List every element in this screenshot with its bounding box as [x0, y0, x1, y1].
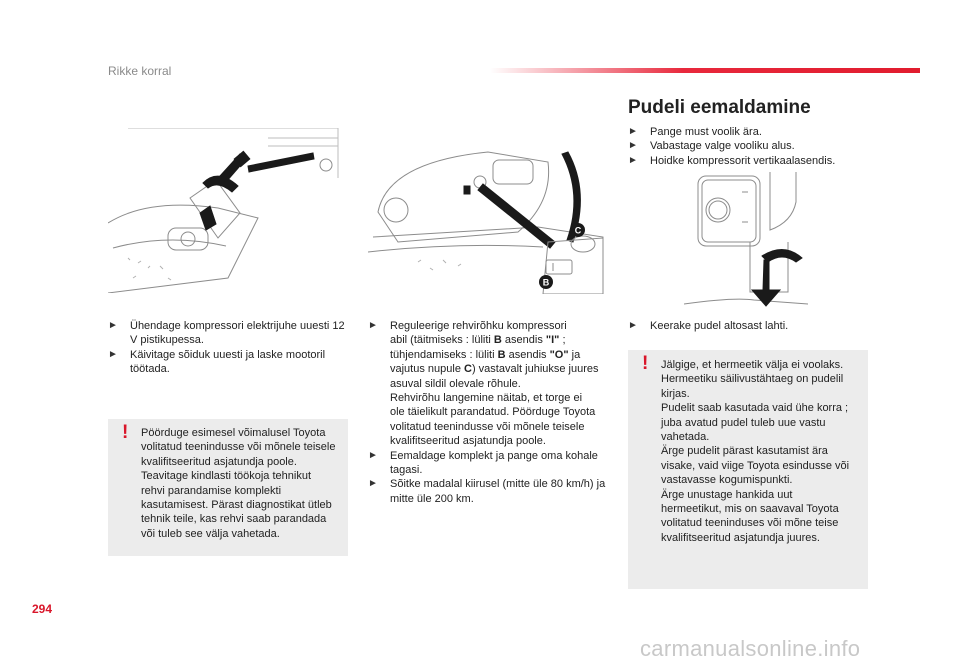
arrow-bullet-icon: ►: [368, 449, 378, 461]
illustration-plug-connector: [108, 128, 348, 293]
illustration-compressor-controls: [368, 142, 608, 294]
list-item: ► Sõitke madalal kiirusel (mitte üle 80 km/h) ja mitte üle 200 km.: [368, 478, 606, 505]
bottle-unscrew-step: [628, 319, 868, 333]
header-accent-bar: [490, 68, 920, 73]
arrow-bullet-icon: ►: [628, 140, 638, 152]
list-item: ► Käivitage sõiduk uuesti ja laske mootoril töötada.: [108, 348, 326, 376]
bottle-warning-box: [628, 350, 868, 589]
bottle-removal-title: Pudeli eemaldamine: [628, 97, 811, 118]
bottle-warning-text: Jälgige, et hermeetik välja ei voolaks. Hermeetiku säilivustähtaeg on pudelil kirjas. Pudelit saab kasutada vaid ühe korra ; juba avatud pudel tuleb uue vastu vahetada. Ärge pudelit pärast kasutamist ära visake, vaid viige Toyota esindusse või vastavasse kogumispunkti. Ärge unustage hankida uut hermeetikut, mis on saavaval Toyota volitatud teeninduses või mõne teise kvalifitseeritud asjatundja juures.: [661, 359, 850, 544]
section-title: Rikke korral: [108, 64, 172, 78]
illustration-bottle-removal: [684, 172, 808, 310]
arrow-bullet-icon: ►: [628, 154, 638, 166]
service-warning-text: Pöörduge esimesel võimalusel Toyota volitatud teenindusse või mõnele teisele kvalifitseeritud asjatundja poole. Teavitage kindlasti töökoja tehnikut rehvi parandamise komplekti kasutamisest. Pärast diagnostikat ütleb tehnik teile, kas rehvi saab parandada või tuleb see välja vahetada.: [141, 427, 336, 540]
list-item: ► Hoidke kompressorit vertikaalasendis.: [628, 154, 836, 167]
service-warning-box: [108, 419, 348, 556]
arrow-bullet-icon: ►: [368, 320, 378, 331]
warning-icon: !: [122, 422, 129, 443]
reconnect-steps: [108, 319, 348, 377]
list-item: ► Pange must voolik ära.: [628, 126, 762, 138]
page-number: 294: [32, 602, 53, 616]
list-item: ► Vabastage valge vooliku alus.: [628, 140, 795, 153]
watermark: carmanualsonline.info: [640, 636, 861, 661]
list-item: ► Reguleerige rehvirõhku kompressori abil (täitmiseks : lüliti B asendis "I" ; tühjendamiseks : lüliti B asendis "O" ja vajutus nupule C) vastavalt juhiukse juures asuval sildil olevale rõhule. Rehvirõhu langemine näitab, et torge ei ole täielikult parandatud. Pöörduge Toyota volitatud teenindusse või mõnele teisele kvalifitseeritud asjatundja poole.: [368, 320, 599, 448]
list-item: ► Keerake pudel altosast lahti.: [628, 320, 789, 332]
pressure-adjust-steps: [368, 319, 613, 506]
arrow-bullet-icon: ►: [108, 348, 118, 360]
arrow-bullet-icon: ►: [628, 320, 638, 331]
warning-icon: !: [642, 353, 649, 374]
arrow-bullet-icon: ►: [108, 320, 118, 331]
bottle-removal-steps: [628, 125, 868, 168]
illustration-label-c: C: [574, 225, 582, 236]
list-item: ► Ühendage kompressori elektrijuhe uuesti 12 V pistikupessa.: [108, 320, 345, 347]
arrow-bullet-icon: ►: [368, 478, 378, 490]
illustration-label-b: B: [542, 277, 550, 288]
arrow-bullet-icon: ►: [628, 126, 638, 137]
list-item: ► Eemaldage komplekt ja pange oma kohale tagasi.: [368, 449, 598, 477]
